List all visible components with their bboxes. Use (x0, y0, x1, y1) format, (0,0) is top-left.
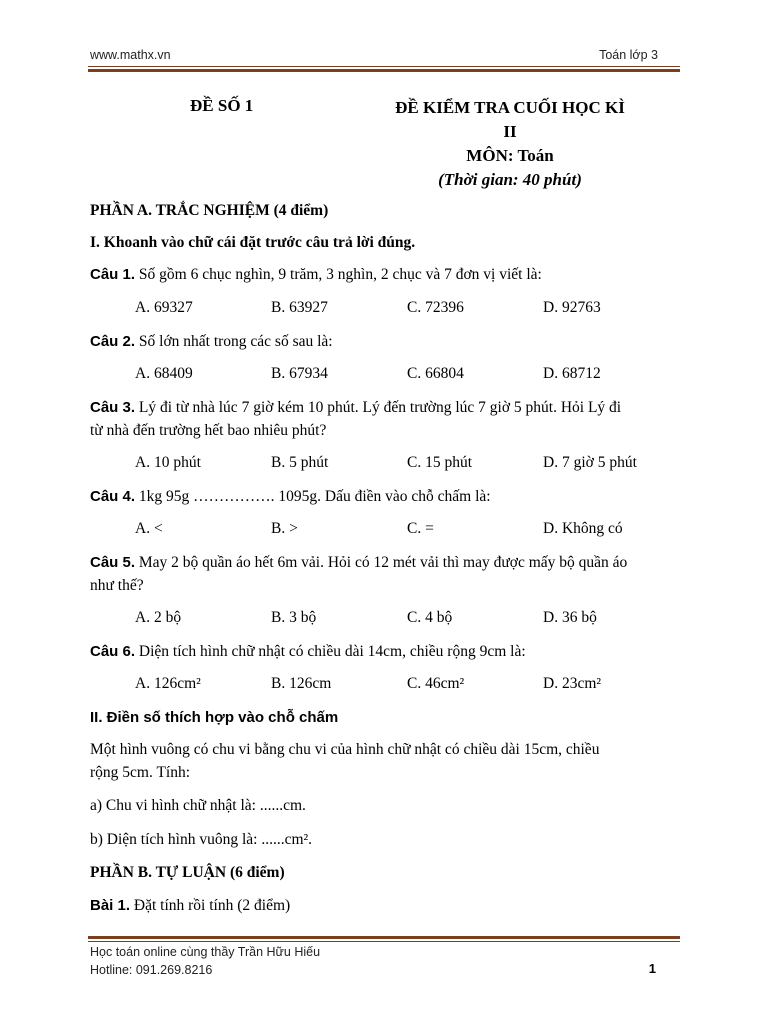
q3-option-c[interactable]: C. 15 phút (407, 454, 473, 471)
q6-option-d[interactable]: D. 23cm² (543, 675, 602, 692)
q2-option-c[interactable]: C. 66804 (407, 365, 464, 382)
q1-option-a[interactable]: A. 69327 (135, 299, 193, 316)
q4-option-d[interactable]: D. Không có (543, 520, 623, 537)
question-6-label: Câu 6. (90, 643, 136, 660)
question-6-text: Diện tích hình chữ nhật có chiều dài 14cm, chiều rộng 9cm là: (138, 643, 526, 660)
question-3-text-line2: từ nhà đến trường hết bao nhiêu phút? (90, 422, 327, 439)
question-1-text: Số gồm 6 chục nghìn, 9 trăm, 3 nghìn, 2 chục và 7 đơn vị viết là: (138, 266, 542, 283)
bai-1-text: Đặt tính rồi tính (2 điểm) (133, 897, 291, 914)
bai-1-label: Bài 1. (90, 897, 131, 914)
q4-option-a[interactable]: A. < (135, 520, 163, 537)
q3-option-d[interactable]: D. 7 giờ 5 phút (543, 454, 637, 471)
q1-option-d[interactable]: D. 92763 (543, 299, 601, 316)
exam-name: ĐỀ KIỂM TRA CUỐI HỌC KÌ II (395, 98, 625, 141)
header-subject: Toán lớp 3 (599, 48, 658, 62)
q5-option-a[interactable]: A. 2 bộ (135, 609, 182, 626)
footer-rule-thin (88, 941, 680, 942)
part-b-heading: PHẦN B. TỰ LUẬN (6 điểm) (90, 864, 285, 881)
q3-option-b[interactable]: B. 5 phút (271, 454, 329, 471)
q6-option-c[interactable]: C. 46cm² (407, 675, 465, 692)
q2-option-a[interactable]: A. 68409 (135, 365, 193, 382)
question-2-label: Câu 2. (90, 333, 136, 350)
question-3 (90, 397, 621, 419)
q1-option-b[interactable]: B. 63927 (271, 299, 328, 316)
question-5-text: May 2 bộ quần áo hết 6m vải. Hỏi có 12 mét vải thì may được mấy bộ quần áo (138, 554, 628, 571)
question-5-text-line2: như thế? (90, 577, 144, 594)
question-1 (90, 264, 542, 286)
exam-time: (Thời gian: 40 phút) (438, 170, 582, 189)
question-4 (90, 486, 491, 508)
part-a-heading: PHẦN A. TRẮC NGHIỆM (4 điểm) (90, 202, 329, 219)
q6-option-a[interactable]: A. 126cm² (135, 675, 201, 692)
question-4-label: Câu 4. (90, 488, 136, 505)
q2-option-d[interactable]: D. 68712 (543, 365, 601, 382)
question-6 (90, 641, 526, 663)
fill-item-b: b) Diện tích hình vuông là: ......cm². (90, 831, 313, 848)
q5-option-b[interactable]: B. 3 bộ (271, 609, 317, 626)
q5-option-d[interactable]: D. 36 bộ (543, 609, 597, 626)
question-3-label: Câu 3. (90, 399, 136, 416)
q4-option-c[interactable]: C. = (407, 520, 434, 537)
bai-1 (90, 895, 290, 917)
q4-option-b[interactable]: B. > (271, 520, 298, 537)
header-rule-thick (88, 69, 680, 72)
section-1-heading: I. Khoanh vào chữ cái đặt trước câu trả lời đúng. (90, 234, 416, 251)
q2-option-b[interactable]: B. 67934 (271, 365, 328, 382)
exam-number: ĐỀ SỐ 1 (190, 96, 254, 115)
problem-line-2: rộng 5cm. Tính: (90, 764, 191, 781)
q5-option-c[interactable]: C. 4 bộ (407, 609, 453, 626)
problem-line-1: Một hình vuông có chu vi bằng chu vi của hình chữ nhật có chiều dài 15cm, chiều (90, 741, 600, 758)
footer-info (90, 943, 320, 979)
header-rule-thin (88, 66, 680, 67)
exam-subject: MÔN: Toán (466, 146, 554, 165)
question-5-label: Câu 5. (90, 554, 136, 571)
question-1-label: Câu 1. (90, 266, 136, 283)
fill-item-a: a) Chu vi hình chữ nhật là: ......cm. (90, 797, 306, 814)
section-2-heading: II. Điền số thích hợp vào chỗ chấm (90, 709, 339, 726)
footer-hotline: Hotline: 091.269.8216 (90, 963, 213, 977)
header-site: www.mathx.vn (90, 48, 171, 62)
footer-teacher: Học toán online cùng thầy Trần Hữu Hiếu (90, 945, 321, 959)
exam-title-block (392, 96, 628, 192)
question-2-text: Số lớn nhất trong các số sau là: (138, 333, 333, 350)
footer-rule-thick (88, 936, 680, 939)
page-number: 1 (648, 961, 656, 976)
question-5 (90, 552, 627, 574)
question-4-text: 1kg 95g ……………. 1095g. Dấu điền vào chỗ chấm là: (138, 488, 491, 505)
question-2 (90, 331, 333, 353)
q6-option-b[interactable]: B. 126cm (271, 675, 332, 692)
q1-option-c[interactable]: C. 72396 (407, 299, 464, 316)
q3-option-a[interactable]: A. 10 phút (135, 454, 201, 471)
question-3-text: Lý đi từ nhà lúc 7 giờ kém 10 phút. Lý đến trường lúc 7 giờ 5 phút. Hỏi Lý đi (138, 399, 622, 416)
